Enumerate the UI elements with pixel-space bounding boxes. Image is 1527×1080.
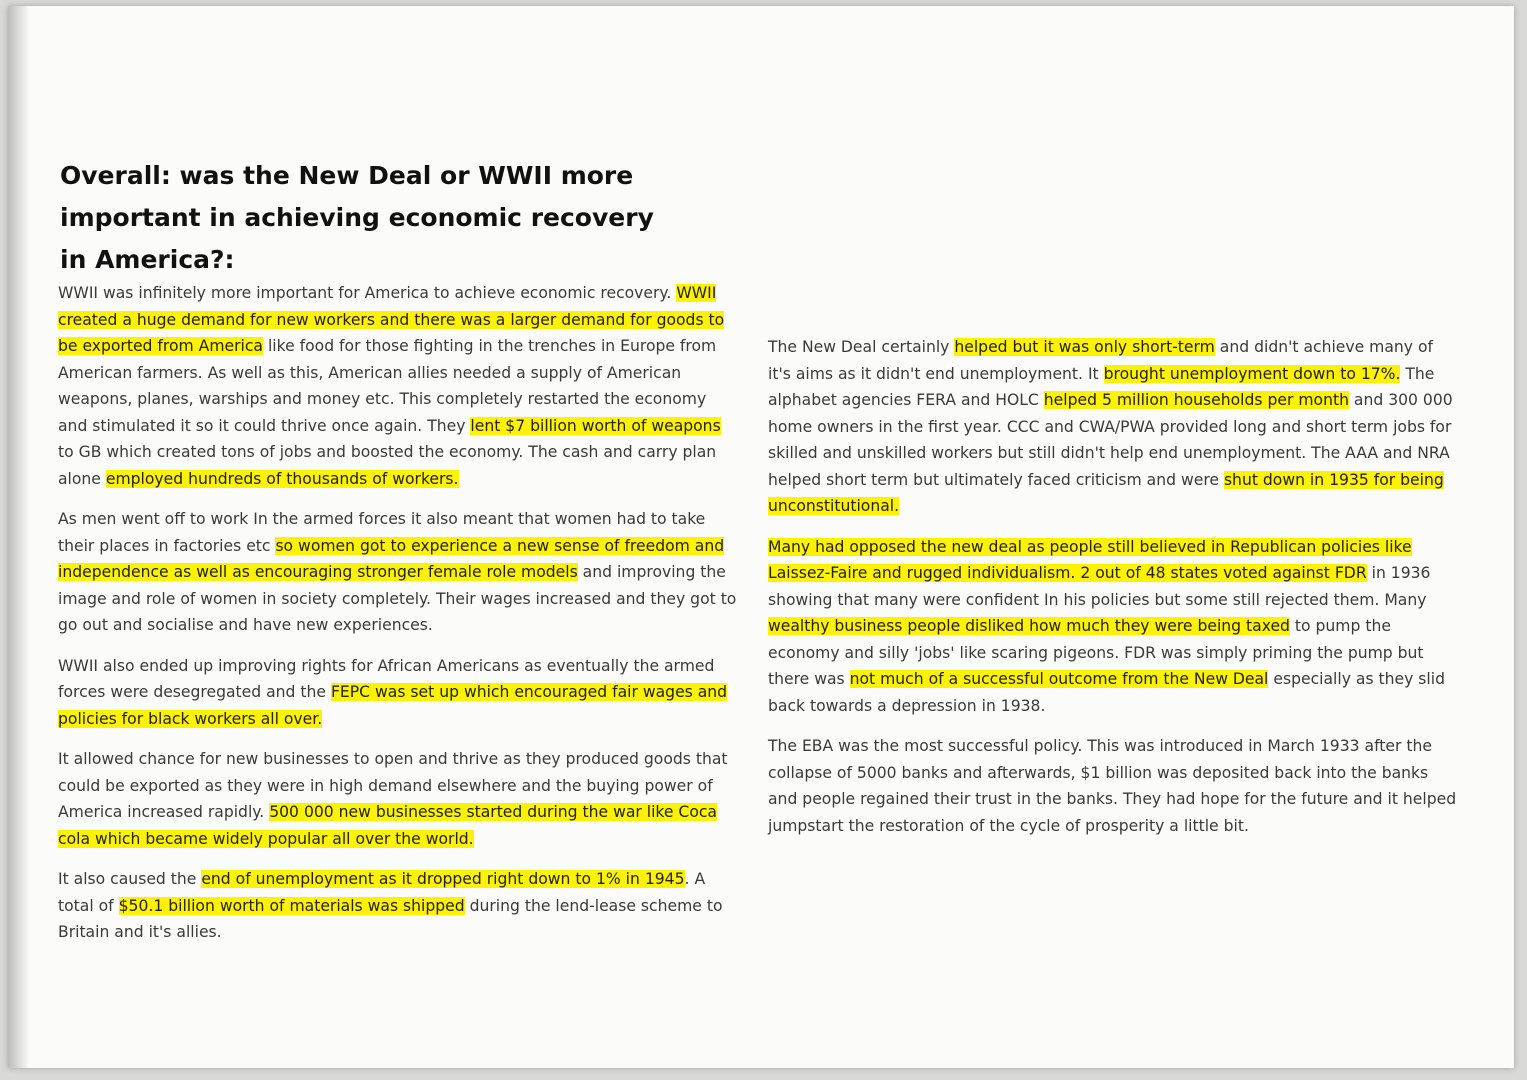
paragraph [58, 506, 738, 639]
left-column [58, 280, 738, 960]
highlighted-text: Many had opposed the new deal as people still believed in Republican policies like Laissez-Faire and rugged individualism. 2 out of 48 states voted against FDR [768, 537, 1412, 582]
body-text: to GB which created tons of jobs and boosted the economy. The cash and carry plan alone [58, 443, 717, 488]
paragraph [58, 653, 738, 733]
highlighted-text: employed hundreds of thousands of workers. [105, 469, 459, 488]
paragraph [58, 746, 738, 852]
highlighted-text: helped 5 million households per month [1043, 391, 1349, 409]
body-text: like food for those fighting in the trenches in Europe from American farmers. As well as this, American allies needed a supply of American weapons, planes, warships and money etc. This completely restarted the economy and stimulated it so it could thrive once again. They [58, 337, 717, 435]
body-text: and improving the image and role of women in society completely. Their wages increased and they got to go out and socialise and have new experiences. [58, 563, 737, 634]
body-text: The EBA was the most successful policy. This was introduced in March 1933 after the collapse of 5000 banks and afterwards, $1 billion was deposited back into the banks and people regained their trust in the banks. They had hope for the future and it helped jumpstart the restoration of the cycle of prosperity a little bit. [768, 737, 1457, 835]
paragraph [768, 334, 1458, 520]
highlighted-text: lent $7 billion worth of weapons [470, 416, 721, 435]
highlighted-text: FEPC was set up which encouraged fair wages and policies for black workers all over. [58, 683, 728, 728]
body-text: and 300 000 home owners in the first year. CCC and CWA/PWA provided long and short term jobs for skilled and unskilled workers but still didn't help end unemployment. The AAA and NRA helped short term but ultimately faced criticism and were [768, 391, 1453, 489]
paragraph [768, 534, 1458, 720]
highlighted-text: end of unemployment as it dropped right down to 1% in 1945 [201, 870, 685, 888]
document-page [8, 6, 1514, 1068]
body-text: and didn't achieve many of it's aims as it didn't end unemployment. It [768, 338, 1434, 383]
highlighted-text: wealthy business people disliked how much they were being taxed [768, 617, 1290, 635]
body-text: especially as they slid back towards a depression in 1938. [768, 670, 1445, 715]
body-text: It allowed chance for new businesses to open and thrive as they produced goods that could be exported as they were in high demand elsewhere and the buying power of America increased rapidly. [58, 750, 728, 821]
body-text: The alphabet agencies FERA and HOLC [768, 364, 1435, 409]
right-column [768, 334, 1458, 853]
paragraph [58, 866, 738, 946]
highlighted-text: 500 000 new businesses started during the war like Coca cola which became widely popular all over the world. [58, 803, 717, 848]
page-title: Overall: was the New Deal or WWII more important in achieving economic recovery in America?: [60, 160, 654, 274]
page-edge-shadow [8, 6, 30, 1068]
body-text: to pump the economy and silly 'jobs' like scaring pigeons. FDR was simply priming the pump but there was [768, 617, 1424, 688]
body-text: WWII was infinitely more important for America to achieve economic recovery. [58, 284, 677, 302]
body-text: . A total of [58, 870, 706, 915]
highlighted-text: not much of a successful outcome from the New Deal [849, 670, 1269, 688]
highlighted-text: helped but it was only short-term [954, 338, 1215, 356]
highlighted-text: WWII created a huge demand for new workers and there was a larger demand for goods to be exported from America [58, 284, 725, 355]
highlighted-text: $50.1 billion worth of materials was shipped [118, 896, 465, 915]
body-text: WWII also ended up improving rights for African Americans as eventually the armed forces were desegregated and the [58, 656, 715, 701]
paragraph [768, 733, 1458, 839]
highlighted-text: so women got to experience a new sense of freedom and independence as well as encouraging stronger female role models [58, 536, 725, 581]
paragraph [58, 280, 738, 492]
highlighted-text: shut down in 1935 for being unconstitutional. [768, 470, 1444, 515]
body-text: during the lend-lease scheme to Britain and it's allies. [58, 896, 723, 941]
body-text: As men went off to work In the armed forces it also meant that women had to take their places in factories etc [58, 510, 706, 555]
body-text: in 1936 showing that many were confident In his policies but some still rejected them. Many [768, 564, 1431, 609]
body-text: The New Deal certainly [768, 338, 955, 356]
body-text: It also caused the [58, 870, 202, 888]
highlighted-text: brought unemployment down to 17%. [1103, 364, 1401, 383]
